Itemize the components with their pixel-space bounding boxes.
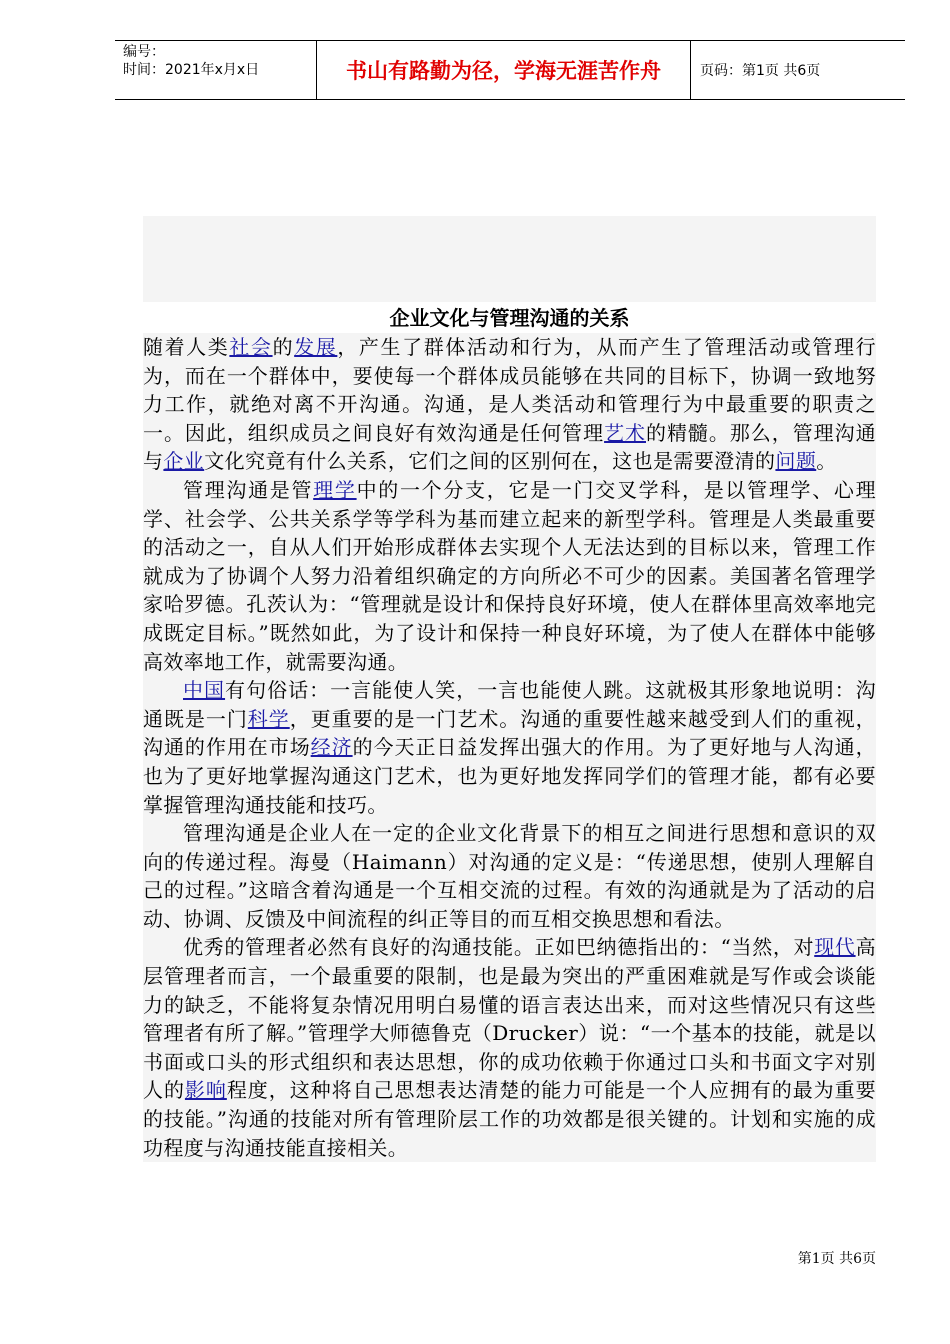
text-run: 优秀的管理者必然有良好的沟通技能。正如巴纳德指出的：“当然，对 bbox=[183, 935, 815, 960]
number-label: 编号： bbox=[123, 44, 165, 60]
paragraph-5 bbox=[143, 933, 876, 1162]
text-run: 管理沟通是企业人在一定的企业文化背景下的相互之间进行思想和意识的双向的传递过程。海曼（Haimann）对沟通的定义是：“传递思想，使别人理解自己的过程。”这暗含着沟通是一个互相交流的过程。有效的沟通就是为了活动的启动、协调、反馈及中间流程的纠正等目的而互相交换思想和看法。 bbox=[143, 821, 876, 931]
link-science[interactable]: 科学 bbox=[247, 706, 290, 731]
page-footer: 第1页 共6页 bbox=[797, 1251, 876, 1267]
link-modern[interactable]: 现代 bbox=[814, 935, 856, 960]
blank-shaded-area bbox=[143, 216, 876, 302]
paragraph-4 bbox=[143, 819, 876, 933]
page-header bbox=[115, 40, 905, 100]
link-management-science[interactable]: 理学 bbox=[313, 477, 357, 502]
document-title: 企业文化与管理沟通的关系 bbox=[389, 306, 630, 330]
text-run: 文化究竟有什么关系，它们之间的区别何在，这也是需要澄清的 bbox=[204, 449, 776, 474]
text-run: 管理沟通是管 bbox=[183, 477, 314, 502]
text-run: 的今天正日益发挥出强大的作用。为了更好地与人沟通，也为了更好地掌握沟通这门艺术，也为更好地发挥同学们的管理才能，都有必要掌握管理沟通技能和技巧。 bbox=[143, 735, 876, 817]
text-run: ，产生了群体活动和行为，从而产生了管理活动或管理行为，而在一个群体中，要使每一个群体成员能够在共同的目标下，协调一致地努力工作，就绝对离不开沟通。沟通，是人类活动和管理行为中最重要的职责之一。因此，组织成员之间良好有效沟通是任何管理 bbox=[143, 335, 876, 445]
paragraph-2 bbox=[143, 476, 876, 676]
text-run: 随着人类 bbox=[143, 335, 230, 359]
paragraph-1 bbox=[143, 333, 876, 476]
link-economy[interactable]: 经济 bbox=[310, 735, 353, 760]
text-run: 高层管理者而言，一个最重要的限制，也是最为突出的严重困难就是写作或会谈能力的缺乏，不能将复杂情况用明白易懂的语言表达出来，而对这些情况只有这些管理者有所了解。”管理学大师德鲁克（Drucker）说：“一个基本的技能，就是以书面或口头的形式组织和表达思想，你的成功依赖于你通过口头和书面文字对别人的 bbox=[143, 935, 876, 1103]
link-art[interactable]: 艺术 bbox=[604, 420, 646, 445]
header-motto: 书山有路勤为径，学海无涯苦作舟 bbox=[316, 41, 691, 99]
header-meta bbox=[123, 43, 259, 79]
paragraph-3 bbox=[143, 676, 876, 819]
text-run: 程度，这种将自己思想表达清楚的能力可能是一个人应拥有的最为重要的技能。”沟通的技能对所有管理阶层工作的功效都是很关键的。计划和实施的成功程度与沟通技能直接相关。 bbox=[143, 1078, 876, 1160]
time-label: 时间：2021年x月x日 bbox=[123, 62, 260, 78]
link-development[interactable]: 发展 bbox=[294, 335, 338, 359]
link-society[interactable]: 社会 bbox=[229, 335, 273, 359]
text-run: 。 bbox=[816, 449, 837, 474]
link-enterprise[interactable]: 企业 bbox=[163, 449, 205, 474]
text-run: ，更重要的是一门艺术。沟通的重要性越来越受到人们的重视，沟通的作用在市场 bbox=[143, 706, 876, 760]
link-problem[interactable]: 问题 bbox=[775, 449, 817, 474]
text-run: 有句俗话：一言能使人笑，一言也能使人跳。这就极其形象地说明：沟通既是一门 bbox=[143, 678, 876, 731]
header-page-info: 页码：第1页 共6页 bbox=[700, 63, 821, 79]
document-body bbox=[143, 333, 876, 1162]
text-run: 中的一个分支，它是一门交叉学科，是以管理学、心理学、社会学、公共关系学等学科为基而建立起来的新型学科。管理是人类最重要的活动之一，自从人们开始形成群体去实现个人无法达到的目标以来，管理工作就成为了协调个人努力沿着组织确定的方向所必不可少的因素。美国著名管理学家哈罗德。孔茨认为：“管理就是设计和保持良好环境，使人在群体里高效率地完成既定目标。”既然如此，为了设计和保持一种良好环境，为了使人在群体中能够高效率地工作，就需要沟通。 bbox=[143, 477, 876, 674]
text-run: 的精髓。那么，管理沟通与 bbox=[143, 420, 876, 474]
link-influence[interactable]: 影响 bbox=[184, 1078, 227, 1103]
link-china[interactable]: 中国 bbox=[183, 678, 226, 703]
text-run: 的 bbox=[272, 335, 295, 359]
